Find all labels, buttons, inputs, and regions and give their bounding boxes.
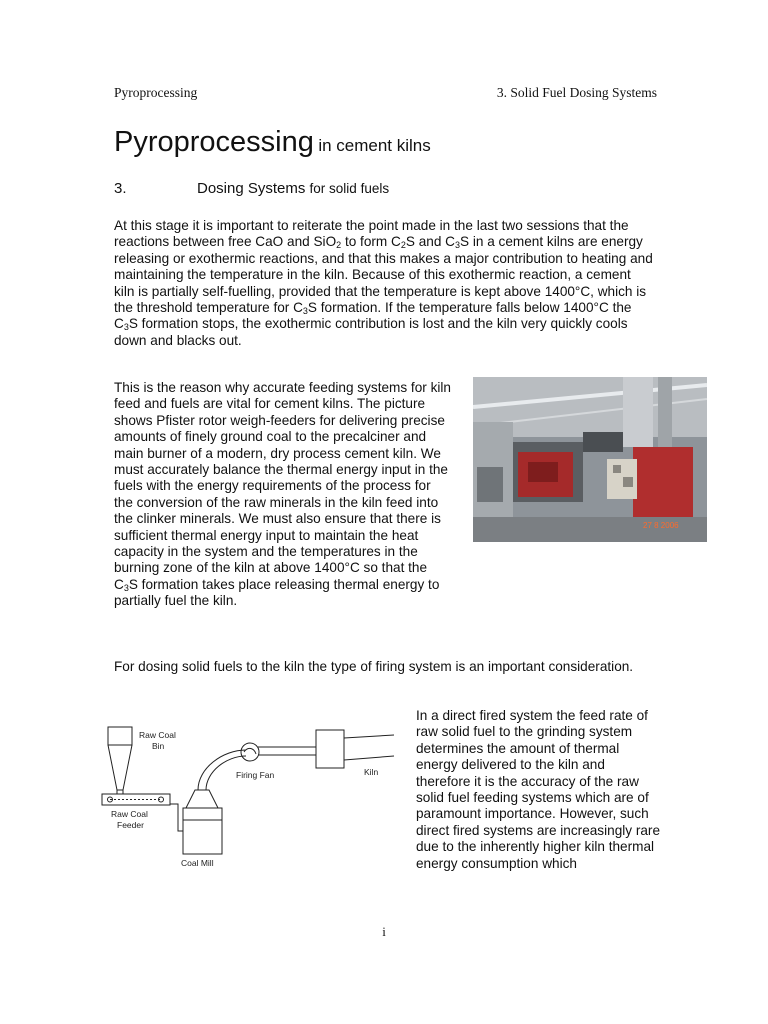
raw-coal-bin-shape	[108, 727, 132, 745]
label-kiln: Kiln	[364, 767, 379, 777]
section-subtitle: for solid fuels	[309, 181, 390, 196]
kiln-burner-box-shape	[316, 730, 344, 768]
kiln-shell-top-shape	[344, 735, 394, 738]
label-coal-mill: Coal Mill	[181, 858, 214, 868]
firing-fan-shape	[241, 743, 259, 761]
section-title: Dosing Systems	[197, 180, 306, 197]
kiln-shell-bottom-shape	[344, 756, 394, 760]
paragraph-direct-fired: In a direct fired system the feed rate of raw solid fuel to the grinding system determines the amount of thermal energy delivered to the kiln and therefore it is the accuracy of the raw solid fuel feeding systems which are of paramount importance. However, such direct fired systems are increasingly rare due to the inherently higher kiln thermal energy consumption which	[416, 708, 661, 871]
page-title	[114, 126, 431, 159]
section-number: 3.	[114, 180, 127, 197]
label-raw-coal-bin-line1: Raw Coal	[139, 730, 176, 740]
label-firing-fan: Firing Fan	[236, 770, 275, 780]
weigh-feeder-photo	[473, 377, 707, 542]
page-number: i	[382, 924, 386, 939]
label-raw-coal-bin-line2: Bin	[152, 741, 165, 751]
label-raw-coal-feeder-line1: Raw Coal	[111, 809, 148, 819]
paragraph-firing-system: For dosing solid fuels to the kiln the type of firing system is an important consideration.	[114, 659, 634, 674]
coal-mill-top-shape	[186, 790, 218, 808]
coal-mill-shape	[183, 820, 222, 854]
bin-hopper-shape	[108, 745, 132, 790]
running-header-left: Pyroprocessing	[114, 85, 198, 100]
direct-fired-system-diagram	[98, 708, 404, 880]
photo-date-stamp: 27 8 2006	[643, 521, 679, 530]
paragraph-exothermic: At this stage it is important to reiterate the point made in the last two sessions that the reactions between free CaO and SiO$_2$ to form $C_2S$ and $C_3S$ in a cement kilns are energy releasing or exothermic reactions, and that this makes a major contribution to heating and maintaining the temperature in the kiln. Because of this exothermic reaction, a cement kiln is partially self-fuelling, provided that the temperature is kept above 1400°C, which is the threshold temperature for $C_3S$ formation. If the temperature falls below 1400°C the $C_3S$ formation stops, the exothermic contribution is lost and the kiln very quickly cools down and blacks out.	[114, 218, 653, 348]
paragraph-feeding-systems: This is the reason why accurate feeding systems for kiln feed and fuels are vital for cement kilns. The picture shows Pfister rotor weigh-feeders for delivering precise amounts of finely ground coal to the precalciner and main burner of a modern, dry process cement kiln. We must accurately balance the thermal energy input in the fuels with the energy requirements of the process for the conversion of the raw minerals in the kiln feed into the clinker minerals. We must also ensure that there is sufficient thermal energy input to maintain the heat capacity in the system and the temperatures in the burning zone of the kiln at above 1400°C so that the $C_3S$ formation takes place releasing thermal energy to partially fuel the kiln.	[114, 380, 451, 609]
label-raw-coal-feeder-line2: Feeder	[117, 820, 144, 830]
title-main: Pyroprocessing	[114, 126, 314, 158]
running-header-right: 3. Solid Fuel Dosing Systems	[496, 85, 657, 100]
title-sub: in cement kilns	[318, 136, 431, 155]
section-heading	[114, 180, 389, 197]
